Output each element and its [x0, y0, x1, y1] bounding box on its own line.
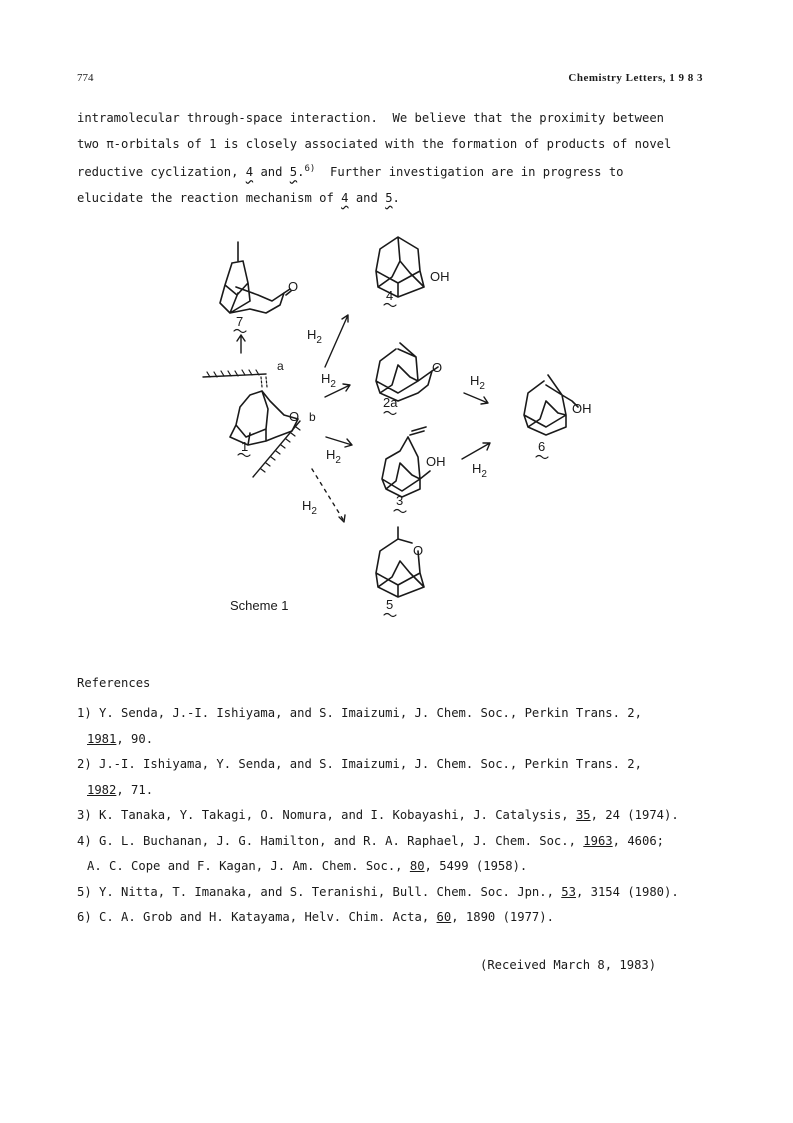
arrow-icon: [237, 335, 245, 353]
para-line: [77, 157, 717, 186]
reference-item: [77, 701, 727, 752]
face-label-b: b: [309, 410, 316, 424]
arrow-icon: [462, 443, 490, 459]
reference-text: Y. Senda, J.-I. Ishiyama, and S. Imaizumi, J. Chem. Soc., Perkin Trans. 2,: [99, 706, 642, 720]
compound-label-7: 7: [236, 314, 244, 329]
oh-label: OH: [430, 269, 450, 284]
structure-4: [376, 237, 450, 307]
received-date: (Received March 8, 1983): [480, 958, 657, 972]
h2-label: $H_2$: [307, 327, 322, 346]
h2-label: $H_2$: [470, 373, 485, 392]
page-number: 774: [77, 72, 94, 84]
journal-header: Chemistry Letters, 1 9 8 3: [568, 72, 703, 84]
reference-text: , 71.: [116, 782, 154, 797]
oh-label: OH: [426, 454, 446, 469]
oh-label: OH: [572, 401, 592, 416]
compound-label-2a: 2a: [383, 395, 398, 410]
compound-label-4: 4: [386, 288, 394, 303]
reference-text: Y. Nitta, T. Imanaka, and S. Teranishi, Bull. Chem. Soc. Jpn.,: [99, 884, 562, 899]
arrow-icon: [464, 393, 488, 404]
reference-volume: 35: [575, 808, 591, 822]
reference-text: K. Tanaka, Y. Takagi, O. Nomura, and I. Kobayashi, J. Catalysis,: [99, 808, 576, 822]
reference-volume: 80: [409, 859, 425, 873]
footnote-ref: 6): [304, 164, 316, 174]
structure-1: [203, 359, 316, 477]
oxygen-label: O: [413, 543, 424, 558]
arrow-icon: [325, 315, 348, 367]
reference-text: G. L. Buchanan, J. G. Hamilton, and R. A. Raphael, J. Chem. Soc.,: [99, 833, 584, 848]
structure-6: [524, 375, 592, 459]
text: elucidate the reaction mechanism of: [77, 190, 342, 205]
reference-number: 4): [77, 833, 92, 848]
reference-text: J.-I. Ishiyama, Y. Senda, and S. Imaizumi, J. Chem. Soc., Perkin Trans. 2,: [99, 757, 642, 771]
para-line: [77, 186, 717, 212]
text: .: [297, 165, 305, 180]
oxygen-label: O: [289, 409, 300, 424]
text: and: [348, 190, 386, 205]
text: and: [253, 165, 290, 180]
reference-text: , 90.: [116, 731, 154, 746]
text: Further investigation are in progress to: [315, 165, 624, 180]
reference-year: 1981: [87, 731, 117, 746]
compound-ref: 5: [289, 165, 298, 180]
body-paragraph: [77, 106, 717, 211]
reaction-scheme: [0, 225, 793, 625]
reference-year: 1982: [87, 782, 117, 797]
reference-number: 5): [77, 884, 92, 899]
reference-item: [77, 803, 727, 829]
reference-number: 3): [77, 808, 92, 822]
structure-5: [376, 527, 424, 617]
compound-label-6: 6: [538, 439, 546, 454]
compound-ref: 4: [245, 165, 254, 180]
reference-text: , 4606;: [612, 833, 665, 848]
structure-3: [382, 427, 446, 513]
reference-text: , 1890 (1977).: [451, 910, 554, 924]
compound-ref: 5: [385, 190, 393, 205]
reference-item: [77, 880, 727, 906]
structure-2a: [376, 343, 442, 415]
reference-item: [77, 752, 727, 803]
oxygen-label: O: [288, 279, 299, 294]
references-list: [77, 701, 727, 931]
reference-number: 1): [77, 706, 92, 720]
text: .: [392, 190, 400, 205]
arrow-icon: [326, 437, 352, 447]
compound-label-1: 1: [241, 439, 249, 454]
para-line: two π-orbitals of 1 is closely associated with the formation of products of novel: [77, 136, 672, 151]
h2-label: $H_2$: [302, 498, 317, 517]
compound-label-5: 5: [386, 597, 394, 612]
scheme-caption: Scheme 1: [230, 598, 289, 613]
reference-number: 2): [77, 757, 92, 771]
h2-label: $H_2$: [472, 461, 487, 480]
para-line: intramolecular through-space interaction. We believe that the proximity between: [77, 111, 664, 125]
references-title: References: [77, 676, 151, 690]
reference-text: , 3154 (1980).: [575, 884, 679, 899]
oxygen-label: O: [432, 360, 443, 375]
compound-ref: 4: [341, 190, 349, 205]
reference-volume: 60: [436, 910, 452, 924]
compound-label-3: 3: [396, 493, 404, 508]
reference-text: , 24 (1974).: [590, 808, 679, 822]
reference-item: [77, 905, 727, 931]
text: reductive cyclization,: [77, 165, 246, 180]
reference-text: A. C. Cope and F. Kagan, J. Am. Chem. Soc.,: [87, 859, 410, 873]
reference-item: [77, 829, 727, 880]
face-label-a: a: [277, 359, 284, 373]
reference-text: C. A. Grob and H. Katayama, Helv. Chim. Acta,: [99, 910, 437, 924]
h2-label: $H_2$: [321, 371, 336, 390]
reference-number: 6): [77, 910, 92, 924]
reference-volume: 53: [561, 884, 576, 899]
h2-label: $H_2$: [326, 447, 341, 466]
reference-year: 1963: [583, 833, 613, 848]
structure-7: [220, 242, 298, 353]
reference-text: , 5499 (1958).: [424, 859, 528, 873]
